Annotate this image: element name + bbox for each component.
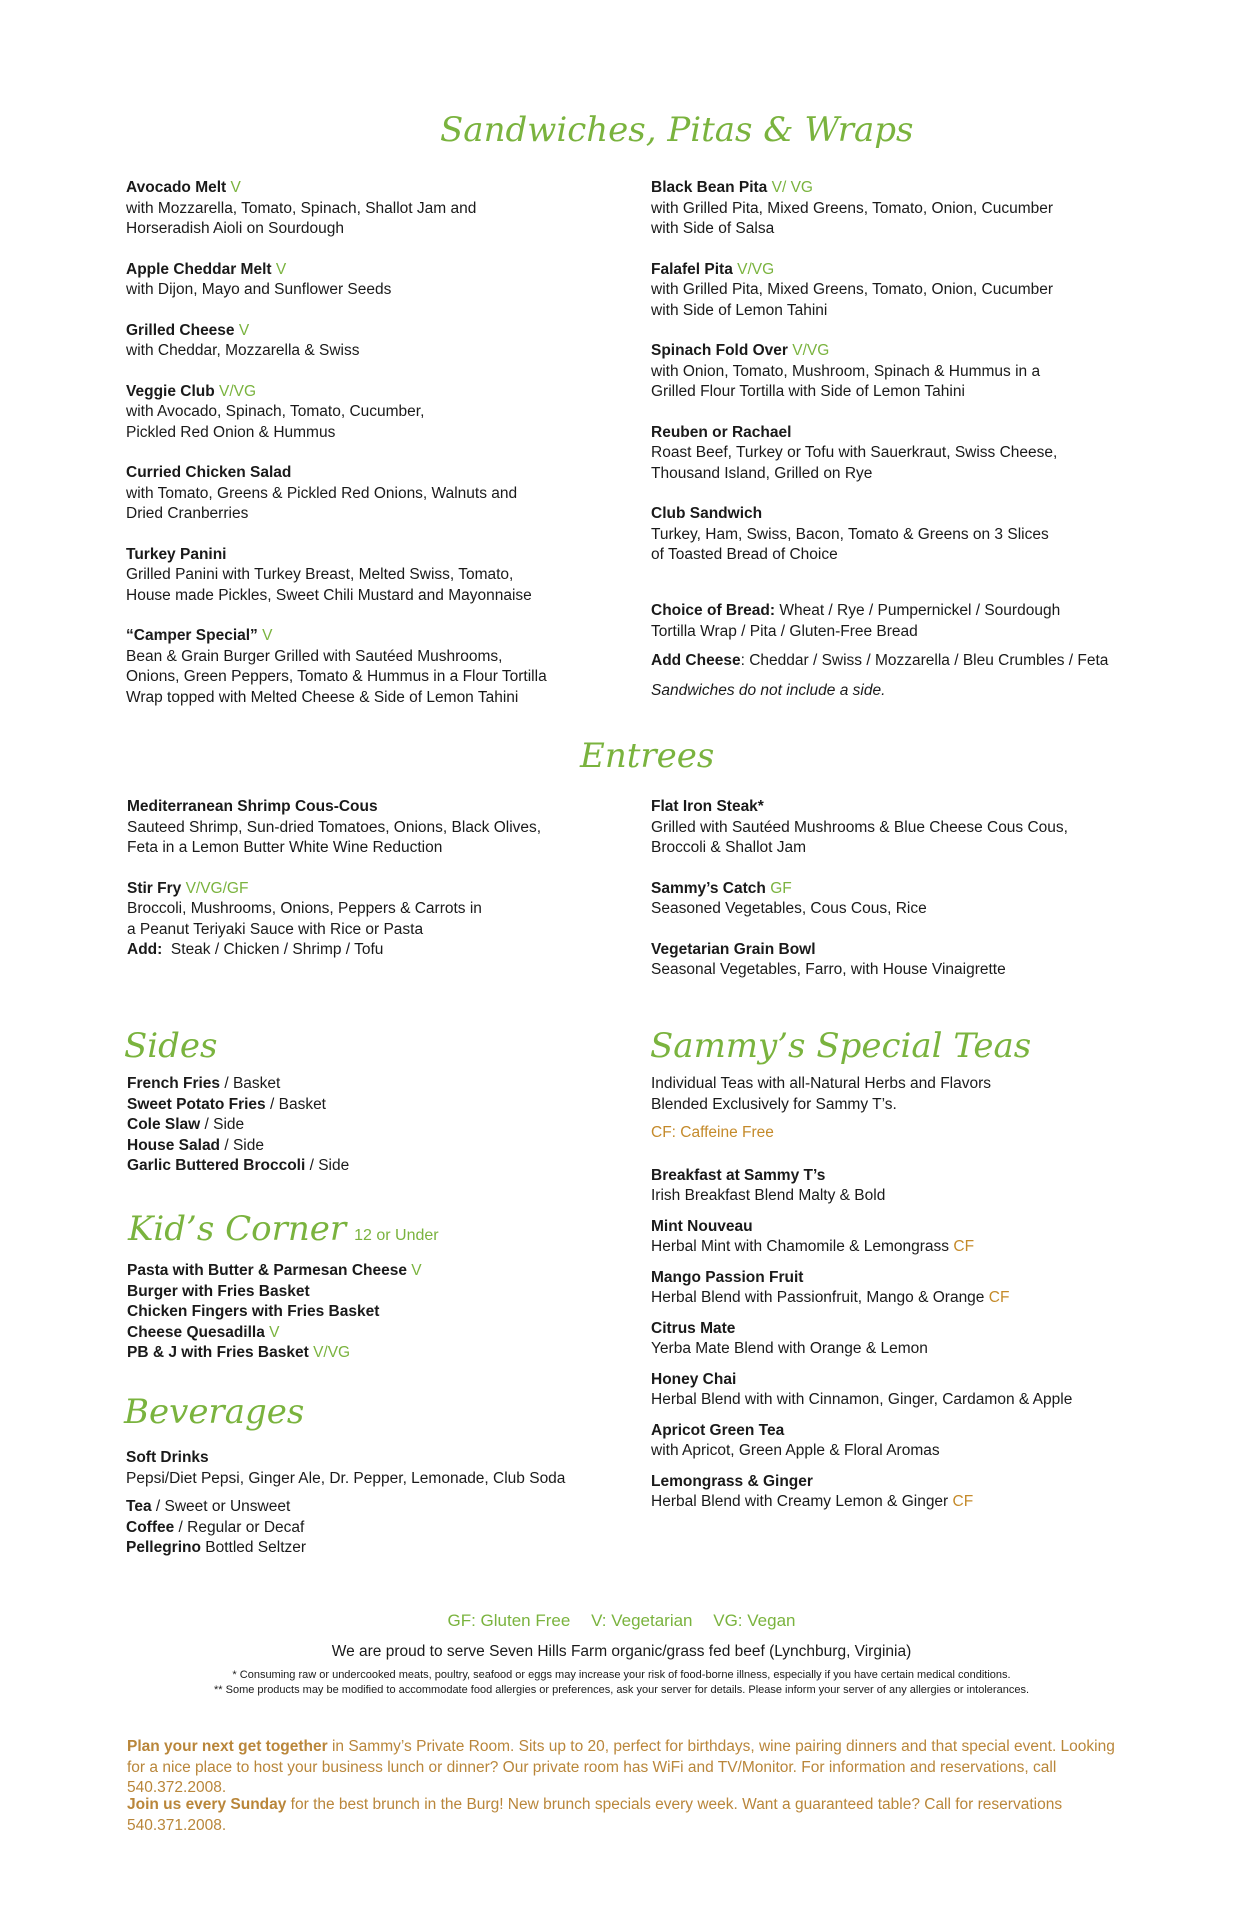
kids-item-name: Pasta with Butter & Parmesan Cheese	[127, 1262, 407, 1279]
diet-tag: V	[275, 260, 287, 278]
side-note: Sandwiches do not include a side.	[651, 681, 886, 699]
legend-gf: GF: Gluten Free	[447, 1611, 571, 1630]
beverage-option: Bottled Seltzer	[200, 1539, 307, 1556]
tea-description-text: Herbal Mint with Chamomile & Lemongrass	[651, 1238, 950, 1255]
beverage-name: Tea	[126, 1498, 152, 1515]
menu-item-header	[651, 504, 1121, 525]
menu-item	[127, 879, 597, 941]
menu-item-header	[126, 626, 566, 647]
tea-item	[651, 1472, 1151, 1513]
menu-item	[126, 321, 566, 362]
menu-item-name: Avocado Melt	[126, 179, 227, 196]
menu-item-header	[651, 341, 1121, 362]
tea-item	[651, 1268, 1151, 1309]
menu-item-header	[127, 797, 597, 818]
kids-item	[127, 1323, 547, 1344]
kids-list	[127, 1261, 547, 1364]
menu-item	[651, 797, 1121, 859]
menu-item-name: Sammy’s Catch	[651, 879, 766, 897]
kids-item	[127, 1261, 547, 1282]
menu-item-description: Bean & Grain Burger Grilled with Sautéed Mushrooms,	[126, 647, 503, 665]
diet-tag: V/VG	[737, 260, 775, 278]
beverage-option: / Regular or Decaf	[174, 1518, 305, 1536]
menu-item	[126, 545, 566, 607]
teas-title: Sammy’s Special Teas	[650, 1026, 1032, 1066]
tea-description	[651, 1237, 1151, 1258]
menu-item-header	[651, 178, 1121, 199]
side-item	[127, 1115, 547, 1136]
soft-drinks-text: Pepsi/Diet Pepsi, Ginger Ale, Dr. Pepper, Lemonade, Club Soda	[126, 1469, 566, 1487]
disclaimer-allergies: ** Some products may be modified to accommodate food allergies or preferences, ask your server for details. Please inform your server of any allergies or intolerances.	[214, 1684, 1029, 1696]
tea-description-text: Irish Breakfast Blend Malty & Bold	[651, 1187, 886, 1204]
menu-item-name: Reuben or Rachael	[651, 423, 792, 441]
kids-item-name: Burger with Fries Basket	[127, 1282, 310, 1300]
tea-name: Lemongrass & Ginger	[651, 1472, 813, 1490]
menu-item-description: Dried Cranberries	[126, 505, 249, 522]
tea-description	[651, 1492, 1151, 1513]
menu-item-description: of Toasted Bread of Choice	[651, 546, 838, 563]
menu-item-description: Seasonal Vegetables, Farro, with House Vinaigrette	[651, 961, 1006, 978]
menu-item-name: Turkey Panini	[126, 545, 227, 563]
beverage-item	[126, 1518, 606, 1539]
tea-description-text: with Apricot, Green Apple & Floral Aromas	[651, 1442, 940, 1459]
diet-tag: V/VG	[792, 342, 830, 359]
diet-tag: V/VG	[219, 382, 257, 400]
side-item-portion: / Side	[220, 1136, 264, 1154]
menu-item-name: Mediterranean Shrimp Cous-Cous	[127, 798, 378, 815]
kids-item-name: Cheese Quesadilla	[127, 1323, 265, 1341]
menu-item-name: Black Bean Pita	[651, 179, 768, 196]
menu-item-header	[126, 463, 566, 484]
menu-item-description: Grilled Flour Tortilla with Side of Lemon Tahini	[651, 383, 965, 400]
beverage-option: / Sweet or Unsweet	[151, 1498, 291, 1515]
sandwiches-left-column	[126, 178, 566, 728]
kids-title	[128, 1209, 439, 1249]
side-item	[127, 1095, 547, 1116]
kids-item-name: PB & J with Fries Basket	[127, 1344, 309, 1361]
private-room-promo	[127, 1737, 1137, 1799]
menu-item-description: Broccoli & Shallot Jam	[651, 839, 807, 856]
soft-drinks-label: Soft Drinks	[126, 1449, 209, 1466]
tea-name: Apricot Green Tea	[651, 1421, 785, 1439]
menu-item-description: Feta in a Lemon Butter White Wine Reduction	[127, 839, 443, 856]
menu-item	[651, 504, 1121, 566]
tea-description	[651, 1186, 1151, 1207]
kids-subtitle: 12 or Under	[354, 1227, 439, 1244]
menu-item-header	[651, 879, 1121, 900]
diet-tag: V/VG	[313, 1344, 351, 1361]
menu-item	[651, 341, 1121, 403]
menu-item	[126, 382, 566, 444]
menu-item-description: with Dijon, Mayo and Sunflower Seeds	[126, 281, 392, 298]
menu-item	[126, 178, 566, 240]
caffeine-free-note: CF: Caffeine Free	[651, 1124, 774, 1141]
tea-item	[651, 1421, 1151, 1462]
menu-item	[651, 260, 1121, 322]
menu-item-description: with Tomato, Greens & Pickled Red Onions, Walnuts and	[126, 484, 518, 502]
tea-description	[651, 1390, 1151, 1411]
tea-item	[651, 1166, 1151, 1207]
sides-title: Sides	[124, 1026, 218, 1066]
side-item-name: French Fries	[127, 1075, 221, 1092]
legend-vg: VG: Vegan	[713, 1611, 796, 1630]
sandwiches-right-column	[651, 178, 1121, 586]
menu-item-name: Stir Fry	[127, 879, 182, 897]
sides-list	[127, 1074, 547, 1177]
menu-item-name: Spinach Fold Over	[651, 342, 788, 359]
menu-item-header	[126, 545, 566, 566]
kids-item	[127, 1282, 547, 1303]
menu-item-name: Apple Cheddar Melt	[126, 260, 272, 278]
menu-item-description: with Cheddar, Mozzarella & Swiss	[126, 342, 360, 359]
sunday-brunch-promo	[127, 1795, 1137, 1836]
stirfry-add-options: Steak / Chicken / Shrimp / Tofu	[170, 941, 384, 958]
stirfry-add-label: Add:	[127, 941, 163, 958]
bread-line-1: Wheat / Rye / Pumpernickel / Sourdough	[779, 602, 1061, 619]
menu-item-header	[651, 260, 1121, 281]
beverage-item	[126, 1497, 606, 1518]
menu-item	[651, 940, 1121, 981]
teas-intro-1: Individual Teas with all-Natural Herbs and Flavors	[651, 1075, 992, 1092]
side-item-portion: / Basket	[265, 1095, 326, 1113]
disclaimer-raw-food: * Consuming raw or undercooked meats, poultry, seafood or eggs may increase your risk of food-borne illness, especially if you have certain medical conditions.	[232, 1669, 1011, 1681]
bread-label: Choice of Bread:	[651, 602, 776, 619]
beverages-list	[126, 1448, 606, 1559]
menu-item-description: with Side of Lemon Tahini	[651, 301, 828, 319]
menu-item-name: Veggie Club	[126, 382, 215, 400]
menu-item-description: Wrap topped with Melted Cheese & Side of Lemon Tahini	[126, 688, 519, 706]
tea-description-text: Herbal Blend with Passionfruit, Mango & Orange	[651, 1289, 985, 1306]
tea-name: Breakfast at Sammy T’s	[651, 1166, 826, 1184]
beverage-name: Coffee	[126, 1518, 175, 1536]
beverages-title: Beverages	[124, 1392, 305, 1432]
side-item	[127, 1136, 547, 1157]
sunday-brunch-text: for the best brunch in the Burg! New brunch specials every week. Want a guaranteed table? Call for reservations 540.371.2008.	[127, 1796, 1063, 1834]
diet-tag: V	[411, 1262, 422, 1279]
menu-item-header	[651, 423, 1121, 444]
menu-item-name: Club Sandwich	[651, 505, 763, 522]
menu-item-name: Falafel Pita	[651, 260, 733, 278]
menu-item-description: Horseradish Aioli on Sourdough	[126, 220, 344, 237]
menu-item-description: with Avocado, Spinach, Tomato, Cucumber,	[126, 403, 425, 420]
menu-item	[127, 797, 597, 859]
diet-legend	[0, 1611, 1243, 1631]
tea-description	[651, 1288, 1151, 1309]
caffeine-free-tag: CF	[988, 1289, 1010, 1306]
tea-description	[651, 1339, 1151, 1360]
menu-item-header	[126, 260, 566, 281]
sunday-brunch-lead: Join us every Sunday	[127, 1796, 287, 1813]
cheese-label: Add Cheese	[651, 652, 741, 669]
tea-item	[651, 1370, 1151, 1411]
beverage-name: Pellegrino	[126, 1539, 201, 1556]
menu-item	[651, 423, 1121, 485]
entrees-left-column	[127, 797, 597, 961]
tea-name: Citrus Mate	[651, 1319, 736, 1337]
entrees-title: Entrees	[580, 736, 715, 776]
beef-note: We are proud to serve Seven Hills Farm organic/grass fed beef (Lynchburg, Virginia)	[331, 1643, 912, 1660]
side-item-name: Sweet Potato Fries	[127, 1095, 266, 1113]
beverage-item	[126, 1538, 606, 1559]
menu-item-name: Grilled Cheese	[126, 321, 235, 339]
side-item-portion: / Side	[305, 1157, 350, 1174]
diet-tag: V	[238, 321, 250, 339]
menu-item-description: with Grilled Pita, Mixed Greens, Tomato, Onion, Cucumber	[651, 199, 1054, 217]
menu-item-header	[651, 940, 1121, 961]
menu-item-name: “Camper Special”	[126, 627, 258, 644]
menu-item-description: with Mozzarella, Tomato, Spinach, Shallot Jam and	[126, 199, 477, 217]
menu-item-description: Thousand Island, Grilled on Rye	[651, 464, 873, 482]
teas-column	[651, 1074, 1151, 1523]
menu-item	[126, 463, 566, 525]
side-item-name: House Salad	[127, 1136, 221, 1154]
menu-item-description: with Grilled Pita, Mixed Greens, Tomato, Onion, Cucumber	[651, 281, 1054, 298]
menu-item-description: Pickled Red Onion & Hummus	[126, 423, 336, 441]
menu-item-header	[126, 382, 566, 403]
menu-item-description: with Side of Salsa	[651, 220, 775, 237]
menu-item-description: with Onion, Tomato, Mushroom, Spinach & Hummus in a	[651, 362, 1041, 380]
menu-item	[126, 260, 566, 301]
diet-tag: V	[262, 627, 273, 644]
menu-item-header	[127, 879, 597, 900]
tea-name: Honey Chai	[651, 1370, 737, 1388]
kids-title-text: Kid’s Corner	[128, 1209, 347, 1249]
kids-item-name: Chicken Fingers with Fries Basket	[127, 1303, 380, 1320]
menu-item-description: Sauteed Shrimp, Sun-dried Tomatoes, Onions, Black Olives,	[127, 818, 542, 836]
caffeine-free-tag: CF	[952, 1493, 974, 1510]
side-item	[127, 1074, 547, 1095]
caffeine-free-tag: CF	[953, 1238, 975, 1255]
bread-line-2: Tortilla Wrap / Pita / Gluten-Free Bread	[651, 622, 918, 640]
tea-description-text: Herbal Blend with Creamy Lemon & Ginger	[651, 1493, 949, 1510]
side-item-name: Cole Slaw	[127, 1116, 201, 1133]
menu-item-header	[651, 797, 1121, 818]
tea-name: Mango Passion Fruit	[651, 1268, 804, 1286]
bread-options	[651, 601, 1151, 701]
tea-item	[651, 1217, 1151, 1258]
tea-item	[651, 1319, 1151, 1360]
menu-item	[651, 178, 1121, 240]
tea-description-text: Yerba Mate Blend with Orange & Lemon	[651, 1340, 928, 1357]
menu-item-description: Seasoned Vegetables, Cous Cous, Rice	[651, 900, 927, 917]
private-room-lead: Plan your next get together	[127, 1738, 328, 1755]
menu-item-description: Grilled with Sautéed Mushrooms & Blue Cheese Cous Cous,	[651, 818, 1068, 836]
kids-item	[127, 1302, 547, 1323]
diet-tag: V/VG/GF	[185, 879, 249, 897]
kids-item	[127, 1343, 547, 1364]
tea-description-text: Herbal Blend with with Cinnamon, Ginger, Cardamon & Apple	[651, 1391, 1073, 1408]
menu-item-name: Curried Chicken Salad	[126, 464, 292, 481]
menu-item	[651, 879, 1121, 920]
menu-item-description: Grilled Panini with Turkey Breast, Melted Swiss, Tomato,	[126, 566, 514, 583]
side-item-name: Garlic Buttered Broccoli	[127, 1157, 306, 1174]
tea-description	[651, 1441, 1151, 1462]
cheese-options: : Cheddar / Swiss / Mozzarella / Bleu Crumbles / Feta	[740, 652, 1109, 669]
menu-item	[126, 626, 566, 708]
legend-v: V: Vegetarian	[591, 1611, 693, 1630]
menu-item-header	[126, 178, 566, 199]
menu-item-description: a Peanut Teriyaki Sauce with Rice or Pasta	[127, 920, 424, 938]
diet-tag: V/ VG	[771, 179, 813, 196]
teas-intro-2: Blended Exclusively for Sammy T’s.	[651, 1095, 897, 1113]
entrees-right-column	[651, 797, 1121, 1001]
menu-item-description: Onions, Green Peppers, Tomato & Hummus in a Flour Tortilla	[126, 668, 547, 685]
menu-item-header	[126, 321, 566, 342]
side-item-portion: / Basket	[220, 1075, 281, 1092]
menu-item-name: Vegetarian Grain Bowl	[651, 940, 816, 958]
menu-item-description: Broccoli, Mushrooms, Onions, Peppers & Carrots in	[127, 900, 482, 917]
diet-tag: V	[269, 1323, 280, 1341]
menu-item-description: House made Pickles, Sweet Chili Mustard and Mayonnaise	[126, 586, 532, 604]
sandwiches-title: Sandwiches, Pitas & Wraps	[440, 110, 914, 150]
private-room-text: in Sammy’s Private Room. Sits up to 20, perfect for birthdays, wine pairing dinners and that special event. Looking for a nice place to host your business lunch or dinner? Our private room has WiFi and TV/Monitor. For information and reservations, call 540.372.2008.	[127, 1738, 1115, 1796]
diet-tag: GF	[770, 879, 792, 897]
side-item-portion: / Side	[200, 1116, 245, 1133]
menu-item-name: Flat Iron Steak*	[651, 798, 764, 815]
menu-item-description: Turkey, Ham, Swiss, Bacon, Tomato & Greens on 3 Slices	[651, 525, 1049, 543]
tea-name: Mint Nouveau	[651, 1217, 753, 1235]
side-item	[127, 1156, 547, 1177]
menu-item-description: Roast Beef, Turkey or Tofu with Sauerkraut, Swiss Cheese,	[651, 444, 1058, 461]
diet-tag: V	[230, 179, 241, 196]
